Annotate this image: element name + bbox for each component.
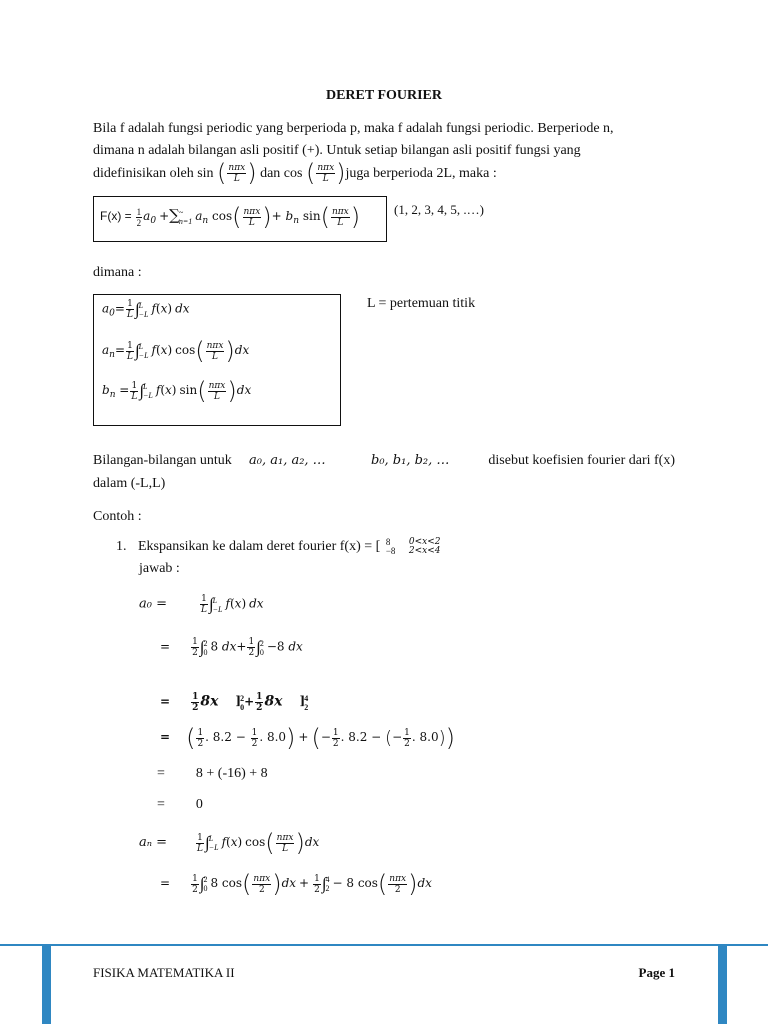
a0-solution-line-4: = ( $\frac{1}{2}$ . 8.2 − $\frac{1}{2}$ . 8.0) + (− $\frac{1}{2}$ . 8.2 − (− $\frac{1}{2}$ . 8.0)): [160, 724, 455, 752]
intro-line-3: [93, 159, 675, 187]
footer-course-title: FISIKA MATEMATIKA II: [93, 965, 235, 980]
intro-tail-text: juga berperioda 2L, maka :: [345, 166, 497, 181]
a0-solution-line-3: = $\frac{1}{2}$ 8x ] 2 0 + $\frac{1}{2}$ 8x ] 4 2: [160, 692, 309, 713]
page-number: Page 1: [638, 965, 675, 980]
fourier-series-formula: F(x) = $\frac{1}{2}$ $a_0$ +∑ ~ n=1 $a_n$ cos( $\frac{\text{nπx}}{L}$ )+ $b_n$ sin( $\frac{\text{nπx}}{L}$ ): [100, 203, 361, 231]
an-solution-line-2: = $\frac{1}{2}$ ∫ 2 0 8 cos( $\frac{\text{nπx}}{2}$ )dx + $\frac{1}{2}$ ∫ 4 2 − 8 cos( $\frac{\text{nπx}}{2}$ )dx: [160, 870, 432, 898]
intro-paragraph: [93, 118, 675, 185]
contoh-label: Contoh :: [93, 509, 142, 524]
piecewise-values: 8 −8: [385, 537, 396, 556]
coeff-sentence-end: disebut koefisien fourier dari f(x): [488, 453, 675, 468]
a0-solution-line-5: = 8 + (-16) + 8: [157, 766, 268, 781]
a0-result: 0: [195, 797, 203, 812]
series-lhs: F(x) =: [100, 208, 132, 223]
coeff-sentence-line-2: dalam (-L,L): [93, 476, 166, 491]
intro-line-1: Bila f adalah fungsi periodic yang berperioda p, maka f adalah fungsi periodic. Berperiode n,: [93, 121, 614, 136]
a0-solution-line-2: = $\frac{1}{2}$ ∫ 2 0 8 dx+ $\frac{1}{2}$ ∫ 2 0 −8 dx: [160, 637, 303, 658]
intro-line-2: dimana n adalah bilangan asli positif (+). Untuk setiap bilangan asli positif fungsi yang: [93, 143, 581, 158]
an-formula: $a_n=$ $\frac{1}{L}$ ∫ L −L f(x) cos( $\frac{\text{nπx}}{L}$ )dx: [102, 337, 250, 365]
a0-solution-line-1: a₀ = $\frac{1}{L}$ ∫ L −L f(x) dx: [139, 594, 264, 615]
dimana-label: dimana :: [93, 265, 142, 280]
series-index-sequence: (1, 2, 3, 4, 5, .…): [394, 202, 484, 217]
a-coefficient-list: a₀, a₁, a₂, …: [249, 453, 326, 468]
jawab-label: jawab :: [139, 561, 180, 576]
example-1: [116, 538, 441, 556]
coeff-sentence-start: Bilangan-bilangan untuk: [93, 453, 232, 468]
footer-rule: [0, 944, 768, 946]
example-number: 1.: [116, 539, 127, 555]
fourier-series-box: [93, 196, 387, 242]
coefficients-box: [93, 294, 341, 426]
footer-right-bar: [718, 946, 727, 1024]
an-solution-line-1: aₙ = $\frac{1}{L}$ ∫ L −L f(x) cos( $\frac{\text{nπx}}{L}$ )dx: [139, 829, 320, 857]
cos-argument: ( $\frac{\text{nπx}}{L}$ ): [305, 159, 346, 187]
piecewise-conditions: 0<x<2 2<x<4: [408, 537, 441, 556]
page-title: DERET FOURIER: [325, 88, 443, 103]
footer-left-bar: [42, 946, 51, 1024]
a0-formula: $a_0=$ $\frac{1}{L}$ ∫ L −L f(x) dx: [102, 299, 190, 320]
bn-formula: $b_n$ = $\frac{1}{L}$ ∫ L −L f(x) sin( $\frac{\text{nπx}}{L}$ )dx: [102, 377, 252, 405]
a0-solution-line-6: = 0: [157, 797, 203, 812]
l-note: L = pertemuan titik: [367, 296, 476, 311]
intro-cos-text: dan cos: [260, 166, 303, 181]
sin-argument: ( $\frac{\text{nπx}}{L}$ ): [217, 159, 257, 187]
example-text: Ekspansikan ke dalam deret fourier f(x) = [: [138, 539, 381, 555]
sum-result: 8 + (-16) + 8: [195, 766, 268, 781]
b-coefficient-list: b₀, b₁, b₂, …: [371, 453, 450, 468]
coefficient-sentence: [93, 453, 675, 475]
intro-sin-text: didefinisikan oleh sin: [93, 166, 214, 181]
